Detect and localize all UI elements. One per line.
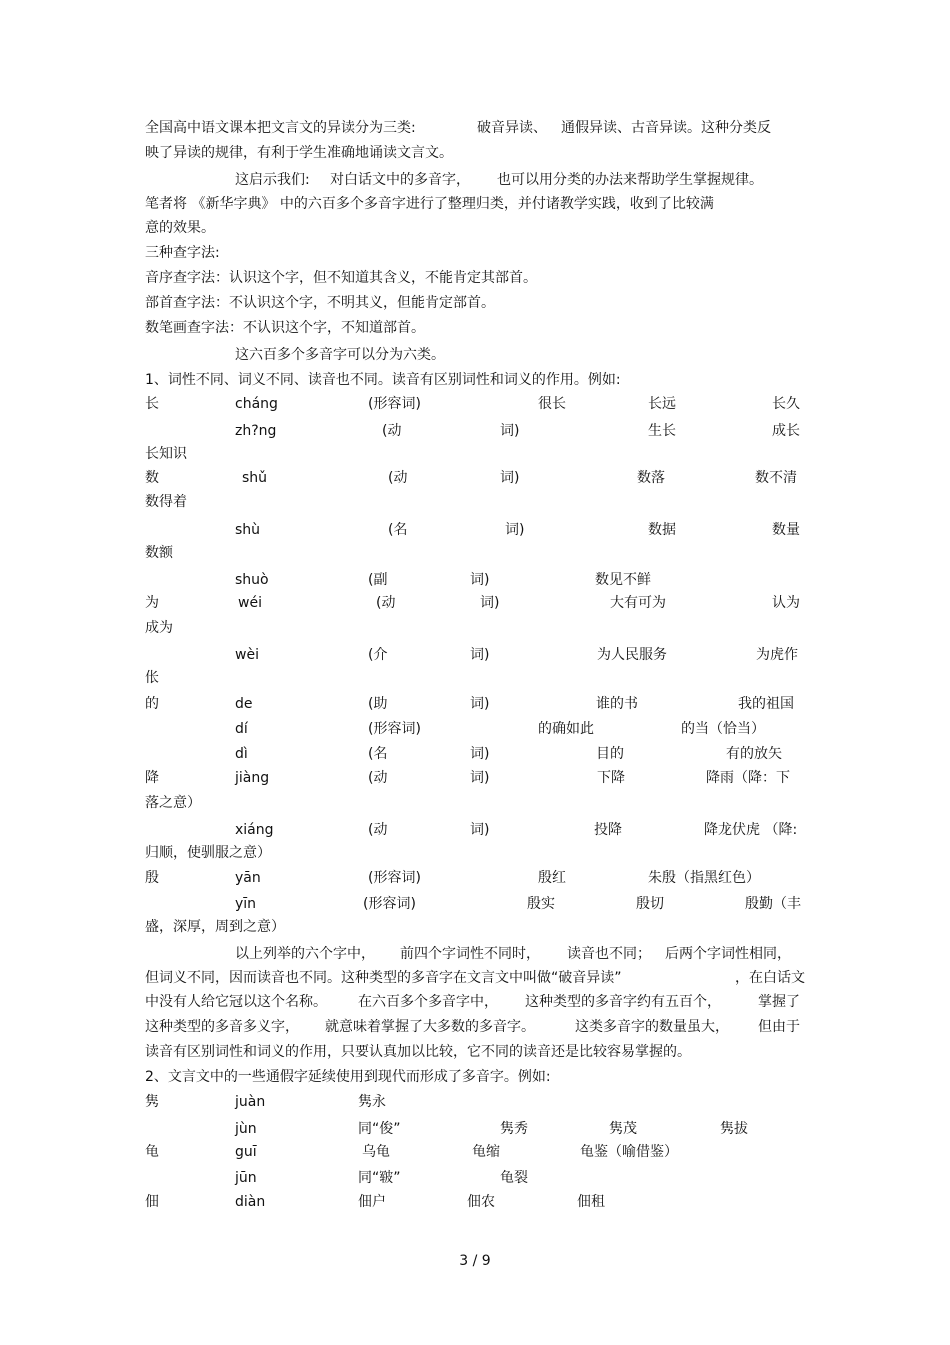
paragraph-text: 对白话文中的多音字，	[330, 172, 470, 188]
paragraph-text: 部首查字法：不认识这个字，不明其义，但能肯定部首。	[145, 295, 495, 311]
example-cell: 降龙伏虎 （降:	[704, 822, 798, 838]
example-cell: 为人民服务	[597, 647, 667, 663]
example-cell: 目的	[596, 746, 624, 762]
example-cell: 认为	[772, 595, 800, 611]
pinyin-cell: guī	[235, 1144, 257, 1160]
example-cell: 成为	[145, 620, 173, 636]
example-cell: 殷红	[538, 870, 566, 886]
pos-cell: 词)	[500, 470, 520, 486]
pos-cell: (形容词)	[368, 396, 421, 412]
example-cell: 有的放矢	[726, 746, 782, 762]
paragraph-text: 也可以用分类的办法来帮助学生掌握规律。	[497, 172, 763, 188]
paragraph-text: 这启示我们:	[235, 172, 310, 188]
example-cell: 龟缩	[472, 1144, 500, 1160]
paragraph-text: 音序查字法：认识这个字，但不知道其含义，不能肯定其部首。	[145, 270, 537, 286]
paragraph-text: 这类多音字的数量虽大，	[575, 1019, 729, 1035]
example-cell: 同“皲”	[358, 1170, 401, 1186]
pos-cell: 词)	[470, 572, 490, 588]
paragraph-text: 映了异读的规律，有利于学生准确地诵读文言文。	[145, 145, 453, 161]
pinyin-cell: cháng	[235, 396, 278, 412]
paragraph-text: 但由于	[758, 1019, 800, 1035]
pinyin-cell: yān	[235, 870, 261, 886]
pinyin-cell: shǔ	[242, 470, 268, 486]
pinyin-cell: wèi	[235, 647, 259, 663]
char-cell: 降	[145, 770, 159, 786]
pos-cell: (介	[368, 647, 388, 663]
example-cell: 我的祖国	[738, 696, 794, 712]
example-cell: 投降	[594, 822, 622, 838]
example-cell: 龟裂	[500, 1170, 528, 1186]
pos-cell: 词)	[470, 647, 490, 663]
example-cell: 长知识	[145, 446, 187, 462]
paragraph-text: 在六百多个多音字中，	[358, 994, 498, 1010]
paragraph-text: 数笔画查字法：不认识这个字，不知道部首。	[145, 320, 425, 336]
paragraph-text: 后两个字词性相同，	[665, 946, 791, 962]
char-cell: 隽	[145, 1094, 159, 1110]
paragraph-text: 以上列举的六个字中，	[235, 946, 375, 962]
paragraph-text: 破音异读、	[477, 120, 547, 136]
example-cell: 隽秀	[500, 1121, 528, 1137]
example-cell: 数落	[637, 470, 665, 486]
example-cell: 生长	[648, 423, 676, 439]
pos-cell: (副	[368, 572, 388, 588]
pos-cell: (动	[382, 423, 402, 439]
pinyin-cell: dì	[235, 746, 248, 762]
pos-cell: 词)	[500, 423, 520, 439]
char-cell: 的	[145, 696, 159, 712]
example-cell: 降雨（降：下	[706, 770, 790, 786]
paragraph-text: 就意味着掌握了大多数的多音字。	[325, 1019, 535, 1035]
example-cell: 数量	[772, 522, 800, 538]
pinyin-cell: juàn	[235, 1094, 266, 1110]
pinyin-cell: de	[235, 696, 253, 712]
paragraph-text: 读音也不同；	[567, 946, 651, 962]
pinyin-cell: xiáng	[235, 822, 274, 838]
pos-cell: 词)	[470, 746, 490, 762]
pinyin-cell: yīn	[235, 896, 257, 912]
example-cell: 谁的书	[596, 696, 638, 712]
pos-cell: (动	[388, 470, 408, 486]
pos-cell: (名	[368, 746, 388, 762]
example-cell: 隽拔	[720, 1121, 748, 1137]
example-cell: 归顺，使驯服之意）	[145, 845, 271, 861]
example-cell: 同“俊”	[358, 1121, 401, 1137]
example-cell: 很长	[538, 396, 566, 412]
example-cell: 数得着	[145, 494, 187, 510]
paragraph-text: 这六百多个多音字可以分为六类。	[235, 347, 445, 363]
example-cell: 成长	[772, 423, 800, 439]
paragraph-text: 三种查字法:	[145, 245, 220, 261]
pos-cell: 词)	[505, 522, 525, 538]
example-cell: 殷勤（丰	[745, 896, 801, 912]
pinyin-cell: wéi	[238, 595, 262, 611]
paragraph-text: 笔者将 《新华字典》 中的六百多个多音字进行了整理归类，并付诸教学实践，收到了比较满	[145, 196, 714, 212]
example-cell: 伥	[145, 670, 159, 686]
pos-cell: (名	[388, 522, 408, 538]
paragraph-text: 全国高中语文课本把文言文的异读分为三类:	[145, 120, 416, 136]
pos-cell: (动	[368, 770, 388, 786]
char-cell: 殷	[145, 870, 159, 886]
pos-cell: (形容词)	[363, 896, 416, 912]
paragraph-text: 这种类型的多音字约有五百个，	[525, 994, 721, 1010]
paragraph-text: ，在白话文	[735, 970, 805, 986]
pos-cell: 词)	[480, 595, 500, 611]
example-cell: 数额	[145, 545, 173, 561]
pos-cell: (形容词)	[368, 721, 421, 737]
example-cell: 殷实	[527, 896, 555, 912]
section-heading: 2、文言文中的一些通假字延续使用到现代而形成了多音字。例如:	[145, 1069, 551, 1085]
paragraph-text: 中没有人给它冠以这个名称。	[145, 994, 327, 1010]
paragraph-text: 这种类型的多音多义字，	[145, 1019, 299, 1035]
example-cell: 长久	[772, 396, 800, 412]
section-heading: 1、词性不同、词义不同、读音也不同。读音有区别词性和词义的作用。例如:	[145, 372, 621, 388]
char-cell: 为	[145, 595, 159, 611]
example-cell: 佃户	[358, 1194, 386, 1210]
example-cell: 佃农	[467, 1194, 495, 1210]
example-cell: 数不清	[755, 470, 797, 486]
pos-cell: (助	[368, 696, 388, 712]
paragraph-text: 意的效果。	[145, 220, 215, 236]
pos-cell: 词)	[470, 822, 490, 838]
char-cell: 佃	[145, 1194, 159, 1210]
pinyin-cell: zh?ng	[235, 423, 277, 439]
paragraph-text: 通假异读、古音异读。这种分类反	[561, 120, 771, 136]
example-cell: 乌龟	[362, 1144, 390, 1160]
example-cell: 的确如此	[538, 721, 594, 737]
example-cell: 殷切	[636, 896, 664, 912]
paragraph-text: 读音有区别词性和词义的作用，只要认真加以比较，它不同的读音还是比较容易掌握的。	[145, 1044, 691, 1060]
example-cell: 佃租	[577, 1194, 605, 1210]
example-cell: 长远	[648, 396, 676, 412]
pinyin-cell: dí	[235, 721, 248, 737]
pinyin-cell: shù	[235, 522, 261, 538]
char-cell: 数	[145, 470, 159, 486]
pinyin-cell: jùn	[235, 1121, 257, 1137]
pinyin-cell: diàn	[235, 1194, 266, 1210]
char-cell: 长	[145, 396, 159, 412]
example-cell: 隽茂	[609, 1121, 637, 1137]
char-cell: 龟	[145, 1144, 159, 1160]
pos-cell: (形容词)	[368, 870, 421, 886]
example-cell: 数据	[648, 522, 676, 538]
paragraph-text: 前四个字词性不同时，	[400, 946, 540, 962]
example-cell: 落之意）	[145, 795, 201, 811]
pos-cell: (动	[376, 595, 396, 611]
example-cell: 朱殷（指黑红色）	[648, 870, 760, 886]
pinyin-cell: jiàng	[235, 770, 270, 786]
paragraph-text: 但词义不同，因而读音也不同。这种类型的多音字在文言文中叫做“破音异读”	[145, 970, 622, 986]
pos-cell: (动	[368, 822, 388, 838]
example-cell: 下降	[597, 770, 625, 786]
pos-cell: 词)	[470, 696, 490, 712]
example-cell: 为虎作	[756, 647, 798, 663]
example-cell: 隽永	[358, 1094, 386, 1110]
pinyin-cell: jūn	[235, 1170, 257, 1186]
pos-cell: 词)	[470, 770, 490, 786]
example-cell: 数见不鲜	[595, 572, 651, 588]
example-cell: 龟鉴（喻借鉴）	[580, 1144, 678, 1160]
example-cell: 的当（恰当）	[681, 721, 765, 737]
pinyin-cell: shuò	[235, 572, 269, 588]
example-cell: 大有可为	[610, 595, 666, 611]
page-number: 3 / 9	[459, 1253, 491, 1269]
paragraph-text: 掌握了	[758, 994, 800, 1010]
example-cell: 盛，深厚，周到之意）	[145, 919, 285, 935]
